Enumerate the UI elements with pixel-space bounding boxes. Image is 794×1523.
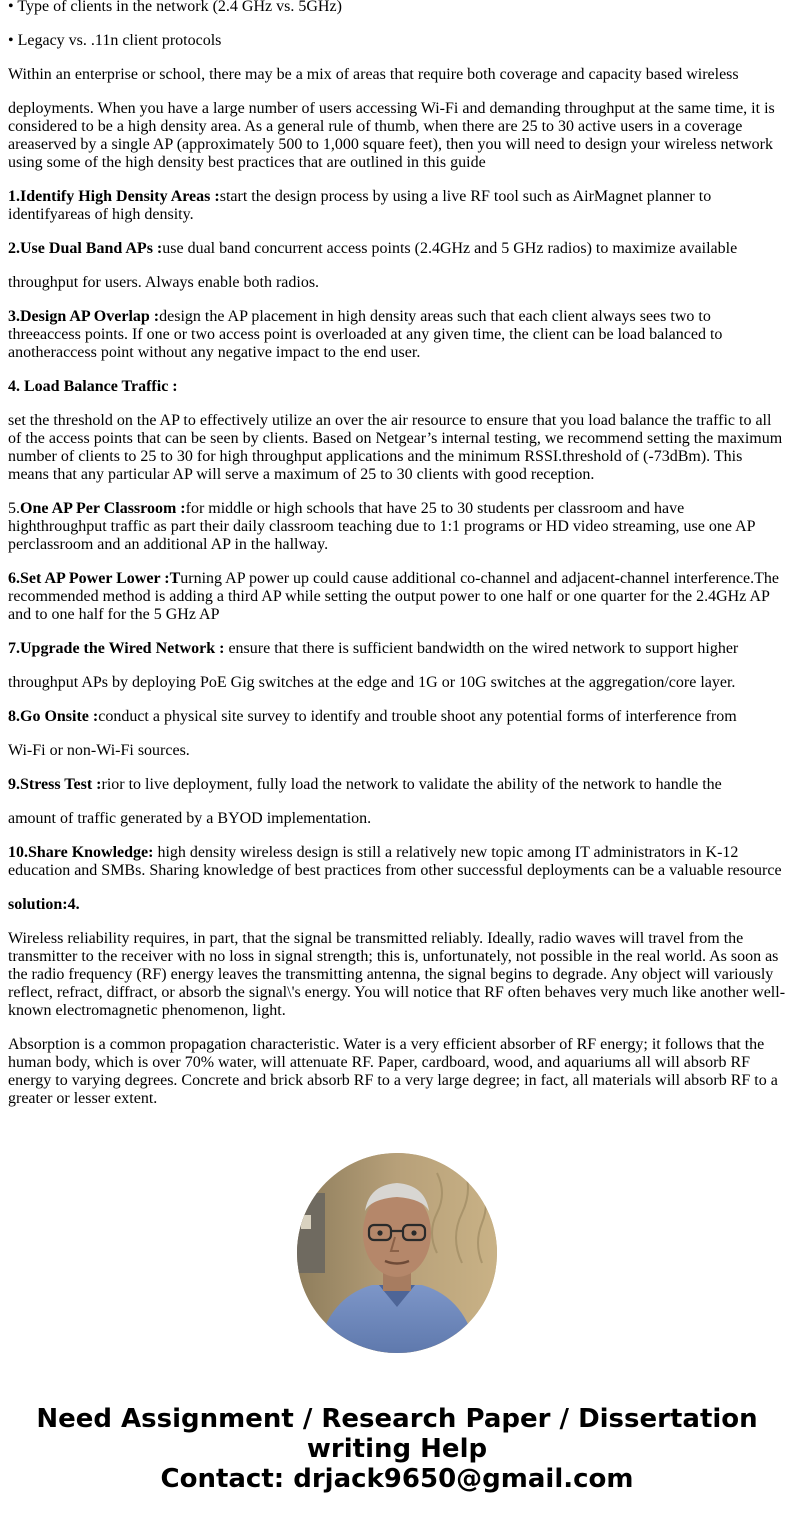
step-3 [8, 308, 786, 362]
help-headline: Need Assignment / Research Paper / Dissertation writing Help [36, 1404, 758, 1464]
step-5-prefix: 5. [8, 500, 20, 517]
step-9-label: 9.Stress Test : [8, 776, 102, 793]
step-3-text: design the AP placement in high density areas such that each client always sees two to threeaccess points. If one or two access point is overloaded at any given time, the client can be load balanced to anotheraccess point without any negative impact to the end user. [8, 308, 723, 361]
contact-banner [0, 1404, 794, 1494]
step-2-text: use dual band concurrent access points (2.4GHz and 5 GHz radios) to maximize available [162, 240, 738, 257]
step-6-label: 6.Set AP Power Lower :T [8, 570, 181, 587]
step-10 [8, 844, 786, 880]
person-photo-icon [297, 1153, 497, 1353]
step-2-continued: throughput for users. Always enable both radios. [8, 274, 320, 291]
step-10-label: 10.Share Knowledge: [8, 844, 154, 861]
article-body [8, 0, 786, 1124]
step-9-continued: amount of traffic generated by a BYOD implementation. [8, 810, 372, 827]
solution-paragraph-2: Absorption is a common propagation characteristic. Water is a very efficient absorber of RF energy; it follows that the human body, which is over 70% water, will attenuate RF. Paper, cardboard, wood, and aquariums all will absorb RF energy to varying degrees. Concrete and brick absorb RF to a very large degree; in fact, all materials will absorb RF to a greater or lesser extent. [8, 1036, 778, 1107]
intro-line-1: Within an enterprise or school, there may be a mix of areas that require both coverage and capacity based wireless [8, 66, 739, 83]
contact-email: Contact: drjack9650@gmail.com [160, 1464, 634, 1494]
step-9 [8, 776, 786, 794]
step-2-label: 2.Use Dual Band APs : [8, 240, 163, 257]
step-6 [8, 570, 786, 624]
bullet-client-types: • Type of clients in the network (2.4 GHz vs. 5GHz) [8, 0, 342, 15]
step-7-label: 7.Upgrade the Wired Network : [8, 640, 225, 657]
step-2 [8, 240, 786, 258]
step-10-text: high density wireless design is still a relatively new topic among IT administrators in K-12 education and SMBs. Sharing knowledge of best practices from other successful deployments can be a valuable resource [8, 844, 782, 879]
step-4 [8, 378, 786, 396]
step-8-text: conduct a physical site survey to identify and trouble shoot any potential forms of interference from [98, 708, 737, 725]
step-7 [8, 640, 786, 658]
step-4-continued: set the threshold on the AP to effectively utilize an over the air resource to ensure that you load balance the traffic to all of the access points that can be seen by clients. Based on Netgear’s internal testing, we recommend setting the maximum number of clients to 25 to 30 for high throughput applications and the minimum RSSI.threshold of (-73dBm). This means that any particular AP will serve a maximum of 25 to 30 clients with good reception. [8, 412, 783, 483]
step-4-label: 4. Load Balance Traffic : [8, 378, 178, 395]
step-5 [8, 500, 786, 554]
step-5-label: One AP Per Classroom : [20, 500, 186, 517]
step-1 [8, 188, 786, 224]
solution-heading: solution:4. [8, 896, 80, 913]
intro-paragraph: deployments. When you have a large number of users accessing Wi-Fi and demanding throughput at the same time, it is considered to be a high density area. As a general rule of thumb, when there are 25 to 30 active users in a coverage areaserved by a single AP (approximately 500 to 1,000 square feet), then you will need to design your wireless network using some of the high density best practices that are outlined in this guide [8, 100, 775, 171]
step-6-text: urning AP power up could cause additional co-channel and adjacent-channel interference.The recommended method is adding a third AP while setting the output power to one half or one quarter for the 2.4GHz AP and to one half for the 5 GHz AP [8, 570, 779, 623]
step-8-continued: Wi-Fi or non-Wi-Fi sources. [8, 742, 190, 759]
step-7-text: ensure that there is sufficient bandwidth on the wired network to support higher [224, 640, 739, 657]
bullet-legacy-protocols: • Legacy vs. .11n client protocols [8, 32, 222, 49]
author-avatar [297, 1153, 497, 1353]
solution-paragraph-1: Wireless reliability requires, in part, that the signal be transmitted reliably. Ideally, radio waves will travel from the transmitter to the receiver with no loss in signal strength; this is, unfortunately, not possible in the real world. As soon as the radio frequency (RF) energy leaves the transmitting antenna, the signal begins to degrade. Any object will variously reflect, refract, diffract, or absorb the signal\'s energy. You will notice that RF often behaves very much like another well-known electromagnetic phenomenon, light. [8, 930, 786, 1019]
step-8-label: 8.Go Onsite : [8, 708, 99, 725]
step-9-text: rior to live deployment, fully load the network to validate the ability of the network to handle the [101, 776, 722, 793]
step-5-text: for middle or high schools that have 25 to 30 students per classroom and have highthroughput traffic as part their daily classroom teaching due to 1:1 programs or HD video streaming, use one AP perclassroom and an additional AP in the hallway. [8, 500, 755, 553]
step-3-label: 3.Design AP Overlap : [8, 308, 160, 325]
step-7-continued: throughput APs by deploying PoE Gig switches at the edge and 1G or 10G switches at the aggregation/core layer. [8, 674, 736, 691]
step-1-label: 1.Identify High Density Areas : [8, 188, 220, 205]
step-8 [8, 708, 786, 726]
step-1-text: start the design process by using a live RF tool such as AirMagnet planner to identifyareas of high density. [8, 188, 712, 223]
